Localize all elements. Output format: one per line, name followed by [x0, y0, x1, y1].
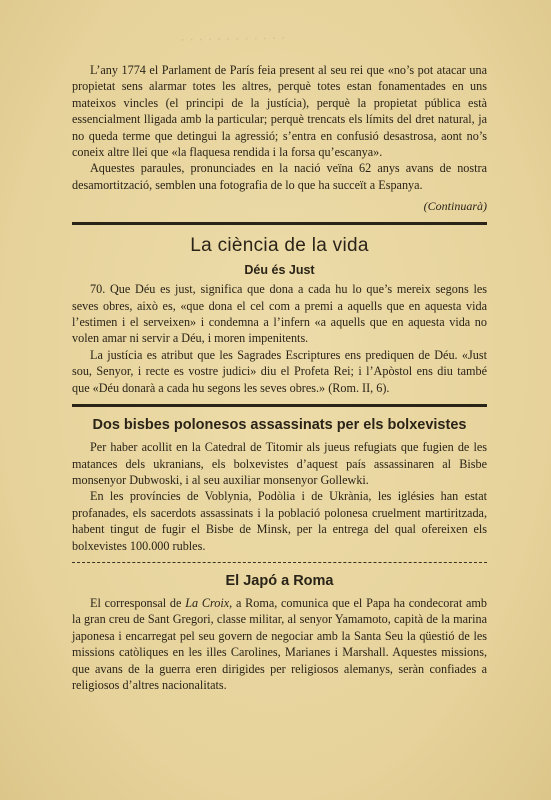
continued-note: (Continuarà)	[423, 199, 487, 214]
section-title: La ciència de la vida	[190, 235, 369, 257]
paragraph	[72, 595, 487, 693]
section-title: El Japó a Roma	[225, 572, 334, 589]
paragraph: La justícia es atribut que les Sagrades Escriptures ens prediquen de Déu. «Just sou, Senyor, i recte es vostre judici» diu el Profeta Rei; i l’Apòstol ens diu també que «Déu donarà a cada hu segons les seves obres.» (Rom. II, 6).	[72, 347, 487, 395]
section-subtitle: Déu és Just	[244, 263, 315, 278]
paragraph: En les províncies de Voblynia, Podòlia i de Ukrània, les iglésies han estat profanades, els sacerdots assassinats i la població polonesa cruelment martiritzada, habent tingut de fugir el Bisbe de Minsk, per la entrega del qual ofereixen els bolxevistes 100.000 rubles.	[72, 489, 487, 553]
paragraph: 70. Que Déu es just, significa que dona a cada hu lo que’s mereix segons les seves obres, això es, «que dona el cel com a premi a aquells que en aquesta vida l’estimen i el serveixen» i condemna a l’infern «a aquells que en aquesta vida no volen amar ni servir a Déu, i moren impenitents.	[72, 282, 487, 346]
paragraph: L’any 1774 el Parlament de París feia present al seu rei que «no’s pot atacar una propietat sens alarmar totes les altres, perquè totes estan fonamentades en uns mateixos vincles (el principi de la justícia), perquè la propietat pública està essencialment lligada amb la particular; perquè trencats els límits del dret natural, ja no queda terme que detingui la agressió; s’entra en confusió desastrosa, aont no’s coneix altre llei que «la flaquesa rendida i la forsa qu’escanya».	[72, 63, 487, 160]
divider	[72, 404, 487, 407]
text-run: El corresponsal de	[90, 595, 186, 610]
divider	[72, 222, 487, 225]
publication-name: La Croix	[185, 595, 230, 610]
show-through-text: · · · · · · · · · · · ·	[179, 29, 286, 48]
paragraph: Per haber acollit en la Catedral de Titomir als jueus refugiats que fugien de les matances dels ukranians, els bolxevistes d’aquest país assassinaren al Bisbe monsenyor Dubwoski, i al seu auxiliar monsenyor Gollewki.	[72, 440, 487, 487]
paragraph: Aquestes paraules, pronunciades en la nació veïna 62 anys avans de nostra desamortització, semblen una fotografia de lo que ha succeït a Espanya.	[72, 161, 487, 192]
text-run: , a Roma, comunica que el Papa ha condecorat amb la gran creu de Sant Gregori, classe militar, al senyor Yamamoto, capità de la marina japonesa i encarregat pel seu govern de negociar amb la Santa Seu la qüestió de les missions catòliques en les illes Carolines, Marianes i Marshall. Aquestes missions, que avans de la guerra eren dirigides per religiosos alemanys, seràn confiades a religiosos d’altres nacionalitats.	[72, 595, 487, 692]
divider	[72, 562, 487, 563]
section-title: Dos bisbes polonesos assassinats per els bolxevistes	[92, 417, 467, 434]
